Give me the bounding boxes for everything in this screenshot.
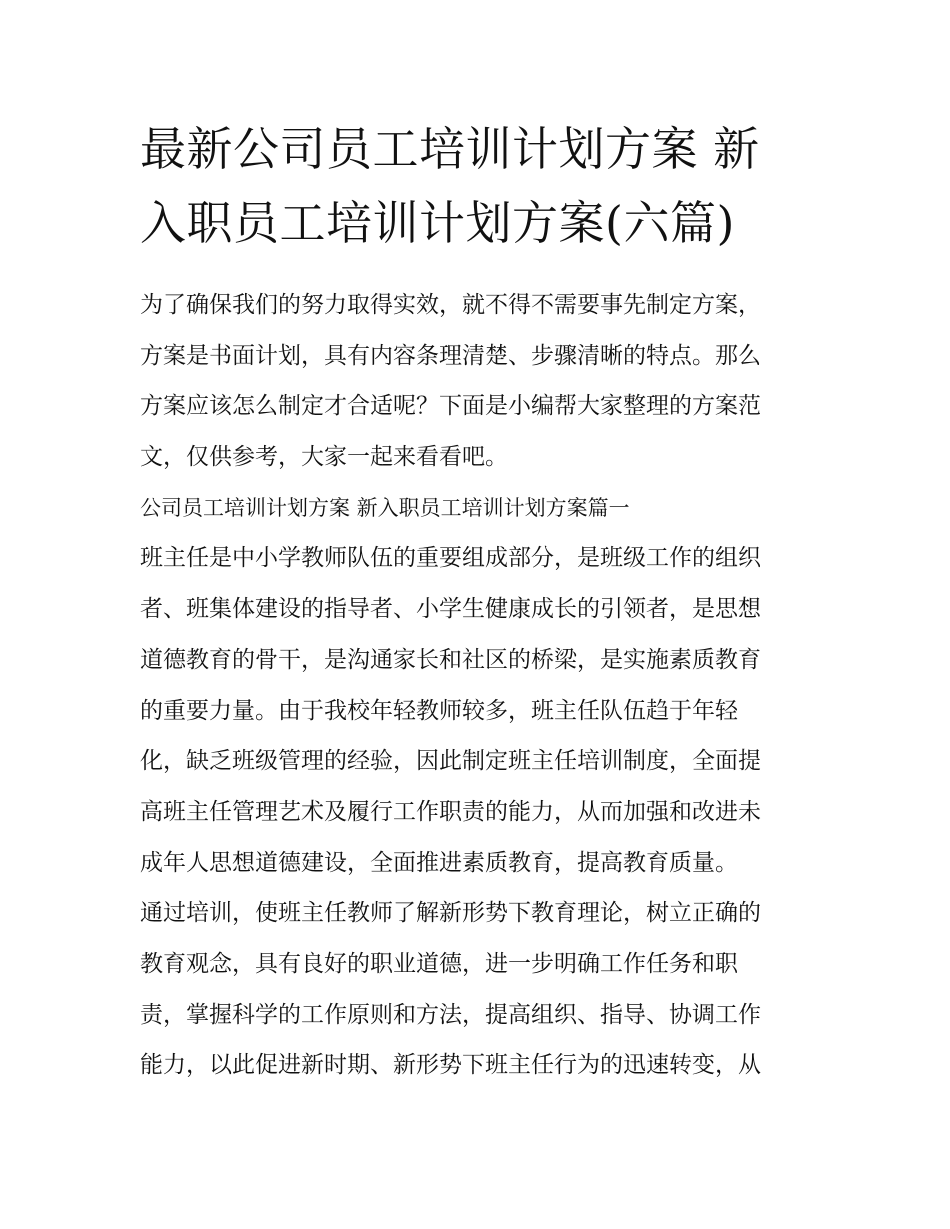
intro-line-4: 文，仅供参考，大家一起来看看吧。 [140,444,508,471]
paragraph-line-7: 成年人思想道德建设，全面推进素质教育，提高教育质量。 [140,849,738,876]
title-line-2: 入职员工培训计划方案(六篇) [140,196,735,250]
document-body [140,280,820,1091]
paragraph-line-6: 高班主任管理艺术及履行工作职责的能力，从而加强和改进未 [140,798,761,825]
section-heading: 公司员工培训计划方案 新入职员工培训计划方案篇一 [140,495,630,520]
paragraph-line-10: 责，掌握科学的工作原则和方法，提高组织、指导、协调工作 [140,1001,761,1028]
intro-line-2: 方案是书面计划，具有内容条理清楚、步骤清晰的特点。那么 [140,342,761,369]
paragraph-line-8: 通过培训，使班主任教师了解新形势下教育理论，树立正确的 [140,900,761,927]
paragraph-line-2: 者、班集体建设的指导者、小学生健康成长的引领者，是思想 [140,596,761,623]
intro-line-1: 为了确保我们的努力取得实效，就不得不需要事先制定方案， [140,292,761,318]
paragraph-line-11: 能力，以此促进新时期、新形势下班主任行为的迅速转变，从 [140,1052,761,1079]
paragraph-line-3: 道德教育的骨干，是沟通家长和社区的桥梁，是实施素质教育 [140,646,761,673]
paragraph-line-4: 的重要力量。由于我校年轻教师较多，班主任队伍趋于年轻 [140,697,738,724]
intro-line-3: 方案应该怎么制定才合适呢？下面是小编帮大家整理的方案范 [140,393,761,420]
title-line-1: 最新公司员工培训计划方案 新 [140,122,760,176]
paragraph-line-1: 班主任是中小学教师队伍的重要组成部分，是班级工作的组织 [140,545,761,572]
paragraph-line-5: 化，缺乏班级管理的经验，因此制定班主任培训制度，全面提 [140,748,761,775]
paragraph-line-9: 教育观念，具有良好的职业道德，进一步明确工作任务和职 [140,950,738,977]
page-title [140,112,820,260]
